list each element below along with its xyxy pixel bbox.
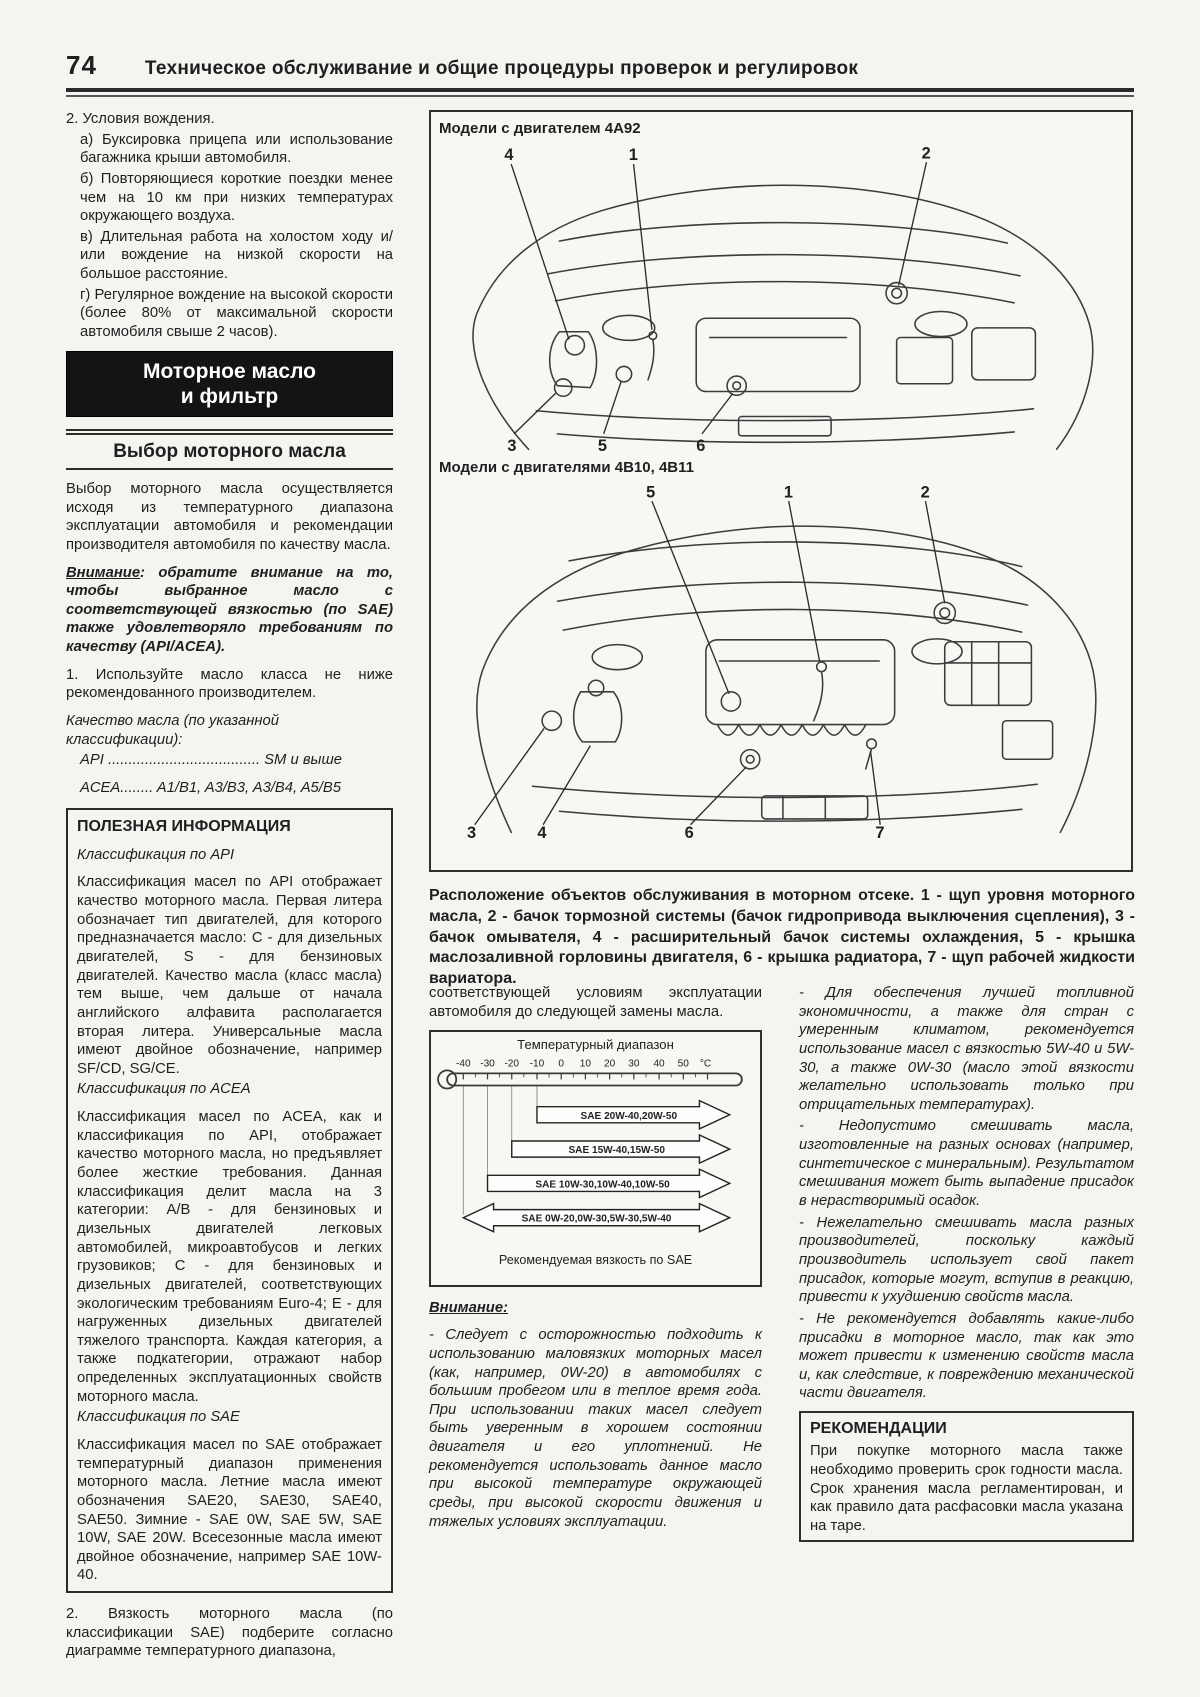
driving-condition-item: г) Регулярное вождение на высокой скорости (более 80% от максимальной скорости автомобиля свыше 2 часов). (80, 286, 393, 341)
expansion-tank (574, 692, 622, 742)
callout-number: 6 (696, 437, 706, 456)
spec-line-acea: ACEA........ A1/B1, A3/B3, A3/B4, A5/B5 (80, 779, 341, 796)
callout-number: 6 (684, 824, 694, 843)
recommendations-title: РЕКОМЕНДАЦИИ (810, 1420, 947, 1438)
washer-cap (555, 379, 572, 396)
washer-reservoir (550, 332, 597, 388)
info-section-body-api: Классификация масел по API отображает качество моторного масла. Первая литера обозначает тип двигателей, для которого предназначается масло: C - для дизельных двигателей, S - для бензиновых двигателей. Качество масла (класс масла) тем выше, чем дальше от начала английского алфавита располагается вторая литера. Универсальные масла имеют двойное обозначение, например SF/CD, SG/CE. (77, 874, 382, 1077)
callout-number: 4 (537, 824, 547, 843)
driving-condition-item: б) Повторяющиеся короткие поездки менее чем на 10 км при низких температурах окружающего воздуха. (80, 170, 393, 225)
callout-leaders (475, 501, 945, 825)
battery (897, 338, 953, 384)
engine-cover (696, 318, 860, 391)
tick-label: -10 (529, 1058, 545, 1070)
strut-tower-left (592, 645, 642, 670)
tick-label-unit: °C (699, 1058, 712, 1070)
diagram-label-4a92: Модели с двигателем 4A92 (439, 120, 641, 137)
step-2-continuation: соответствующей условиям эксплуатации автомобиля до следующей замены масла. (429, 985, 762, 1020)
oil-note-item: - Недопустимо смешивать масла, изготовленные на разных основах (например, синтетическое с минеральным). Результатом смешивания может быть выпадение присадок в нерастворимый осадок. (799, 1118, 1134, 1210)
info-section-body-sae: Классификация масел по SAE отображает температурный диапазон применения моторного масла. Летние масла имеют обозначения SAE20, SAE30, SAE40, SAE50. Зимние - SAE 0W, SAE 5W, SAE 10W, SAE 20W. Всесезонные масла имеют двойное обозначение, например SAE 10W-40. (77, 1436, 382, 1584)
recommendations-box (799, 1411, 1134, 1542)
tick-label: 20 (604, 1058, 616, 1070)
info-section-body-acea: Классификация масел по ACEA, как и классификация по API, отображает качество моторного масла, но предъявляет более жесткие требования. Данная классификация делит масла на 3 категории: A/B - для бензиновых и дизельных двигателей легковых автомобилей, микроавтобусов и легких грузовиков; C - для бензиновых и дизельных двигателей, соответствующих экологическим требованиям Euro-4; E - для нагруженных дизельных двигателей тяжелого транспорта. Каждая категория, а также подкатегории, отражают набор определенных эксплуатационных свойств моторного масла. (77, 1109, 382, 1405)
oil-filler-cap (721, 692, 740, 711)
attention-item: - Следует с осторожностью подходить к использованию маловязких моторных масел (как, например, 0W-20) в автомобилях с большим пробегом или в теплое время года. При использовании таких масел следует быть уверенным в хорошем состоянии двигателя и его уплотнений. Не рекомендуется использовать данное масло при высокой температуре окружающей среды, при высокой скорости движения и тяжелых условиях эксплуатации. (429, 1327, 762, 1530)
engine-cover (706, 640, 895, 725)
engine-bay-diagram-4a92 (439, 139, 1123, 457)
attention-heading (429, 1299, 762, 1318)
fuse-box (945, 642, 1032, 706)
oil-quality-note: Качество масла (по указанной классификации): (66, 713, 279, 748)
tick-label: -40 (456, 1058, 471, 1070)
oil-note-item: - Нежелательно смешивать масла разных производителей, поскольку каждый производитель использует свой пакет присадок, которые могут, вступив в реакцию, привести к ухудшению свойств масла. (799, 1214, 1134, 1306)
sae-bar-label: SAE 10W-30,10W-40,10W-50 (535, 1179, 670, 1191)
engine-bay-diagram-4b10-4b11 (439, 478, 1123, 844)
useful-info-box (66, 808, 393, 1594)
tick-label: 30 (628, 1058, 640, 1070)
driving-conditions-intro: 2. Условия вождения. (66, 111, 215, 127)
chart-title: Температурный диапазон (517, 1037, 674, 1053)
step-2: 2. Вязкость моторного масла (по классификации SAE) подберите согласно диаграмме температурного диапазона, (66, 1606, 393, 1660)
diagram-caption: Расположение объектов обслуживания в моторном отсеке. 1 - щуп уровня моторного масла, 2 - бачок тормозной системы (бачок гидропривода выключения сцепления), 3 - бачок омывателя, 4 - расширительный бачок системы охлаждения, 5 - крышка маслозаливной горловины двигателя, 6 - крышка радиатора, 7 - щуп рабочей жидкости вариатора. (429, 887, 1135, 988)
callout-number: 1 (783, 483, 793, 502)
callout-number: 2 (920, 483, 930, 502)
air-cleaner (972, 328, 1036, 380)
middle-column (429, 984, 762, 1540)
radiator-cap (727, 376, 746, 395)
oil-dipstick (817, 662, 827, 672)
recommendations-body: При покупке моторного масла также необходимо проверить срок годности масла. Срок хранения масла регламентирован, и как правило дата расфасовки масла указана на таре. (810, 1443, 1123, 1534)
strut-tower-left (603, 315, 655, 340)
driving-condition-item: а) Буксировка прицепа или использование багажника крыши автомобиля. (80, 131, 393, 167)
sae-viscosity-chart (429, 1030, 762, 1286)
oil-note-item: - Не рекомендуется добавлять какие-либо присадки в моторное масло, так как это может привести к изменению свойств масла и, как следствие, к повреждению механической части двигателя. (799, 1310, 1134, 1402)
sae-bar-label: SAE 20W-40,20W-50 (580, 1111, 678, 1123)
callout-number: 4 (504, 146, 514, 165)
tick-label: 50 (677, 1058, 689, 1070)
page-header (66, 50, 1134, 97)
engine-bay-components (542, 602, 1052, 769)
oil-selection-intro: Выбор моторного масла осуществляется исходя из температурного диапазона эксплуатации автомобиля и рекомендации производителя автомобиля по качеству масла. (66, 481, 393, 553)
chart-axis-ticks (456, 1059, 711, 1070)
tick-label: -30 (480, 1058, 495, 1070)
attention-label: Внимание: (429, 1299, 508, 1316)
sae-bar-label: SAE 15W-40,15W-50 (568, 1145, 665, 1157)
callout-number: 3 (467, 824, 477, 843)
tick-label: 40 (653, 1058, 665, 1070)
control-unit (1003, 721, 1053, 760)
subsection-heading-oil-selection: Выбор моторного масла (66, 429, 393, 470)
section-banner-engine-oil-and-filter (66, 351, 393, 417)
callout-number: 2 (921, 144, 931, 163)
strut-tower-right (915, 311, 967, 336)
chart-caption: Рекомендуемая вязкость по SAE (498, 1253, 693, 1268)
engine-bay-components (550, 283, 1036, 397)
tick-label: 10 (579, 1058, 592, 1070)
page-number: 74 (66, 50, 97, 80)
attention-note (66, 564, 393, 657)
tick-label: -20 (504, 1058, 520, 1070)
tick-label: 0 (558, 1058, 564, 1070)
page-title: Техническое обслуживание и общие процедуры проверок и регулировок (144, 58, 859, 79)
info-section-heading-sae: Классификация по SAE (77, 1409, 240, 1426)
sae-viscosity-chart-svg (431, 1032, 760, 1284)
car-body-outline (477, 526, 1096, 832)
washer-cap (542, 711, 561, 730)
step-1: 1. Используйте масло класса не ниже рекомендованного производителем. (66, 666, 393, 702)
driving-condition-item: в) Длительная работа на холостом ходу и/или вождение на низкой скорости на большое расстояние. (80, 228, 393, 283)
left-column (66, 110, 393, 1670)
right-column (799, 984, 1134, 1542)
header-rule-thin (66, 95, 1134, 97)
info-section-heading-api: Классификация по API (77, 846, 235, 863)
engine-bay-diagram-box (429, 110, 1133, 872)
oil-note-item: - Для обеспечения лучшей топливной экономичности, а также для стран с умеренным климатом, рекомендуется использование масел с вязкостью 5W-40 и 5W-30, а также 0W-30 (масло этой вязкости желательно использовать только при отрицательных температурах). (799, 985, 1134, 1113)
attention-label: Внимание (66, 564, 141, 581)
attention-text: : обратите внимание на то, чтобы выбранное масло с соответствующей вязкостью (по SAE) также удовлетворяло требованиям по качеству (API/ACEA). (66, 564, 393, 656)
section-banner-line2: и фильтр (180, 384, 279, 408)
strut-tower-right (912, 639, 962, 664)
callout-number: 5 (597, 437, 608, 456)
thermometer (438, 1071, 742, 1089)
callout-number: 3 (507, 437, 517, 456)
callout-number: 5 (646, 483, 656, 502)
brake-reservoir-cap (934, 602, 955, 623)
radiator-cap (741, 750, 760, 769)
cvt-fluid-dipstick (867, 739, 877, 749)
callout-number: 7 (875, 824, 885, 843)
diagram-label-4b10-4b11: Модели с двигателями 4B10, 4B11 (439, 459, 694, 476)
section-banner-line1: Моторное масло (143, 359, 316, 383)
sae-bar-label: SAE 0W-20,0W-30,5W-30,5W-40 (521, 1214, 672, 1226)
header-rule-thick (66, 88, 1134, 92)
oil-filler-cap (616, 366, 631, 381)
expansion-tank-cap (588, 680, 603, 695)
useful-info-title: ПОЛЕЗНАЯ ИНФОРМАЦИЯ (77, 817, 291, 835)
callout-number: 1 (628, 146, 638, 165)
car-body-outline (473, 185, 1093, 449)
spec-line-api: API ..................................... SM и выше (80, 752, 342, 769)
sae-bar-labels (522, 1111, 678, 1225)
info-section-heading-acea: Классификация по ACEA (77, 1081, 251, 1098)
